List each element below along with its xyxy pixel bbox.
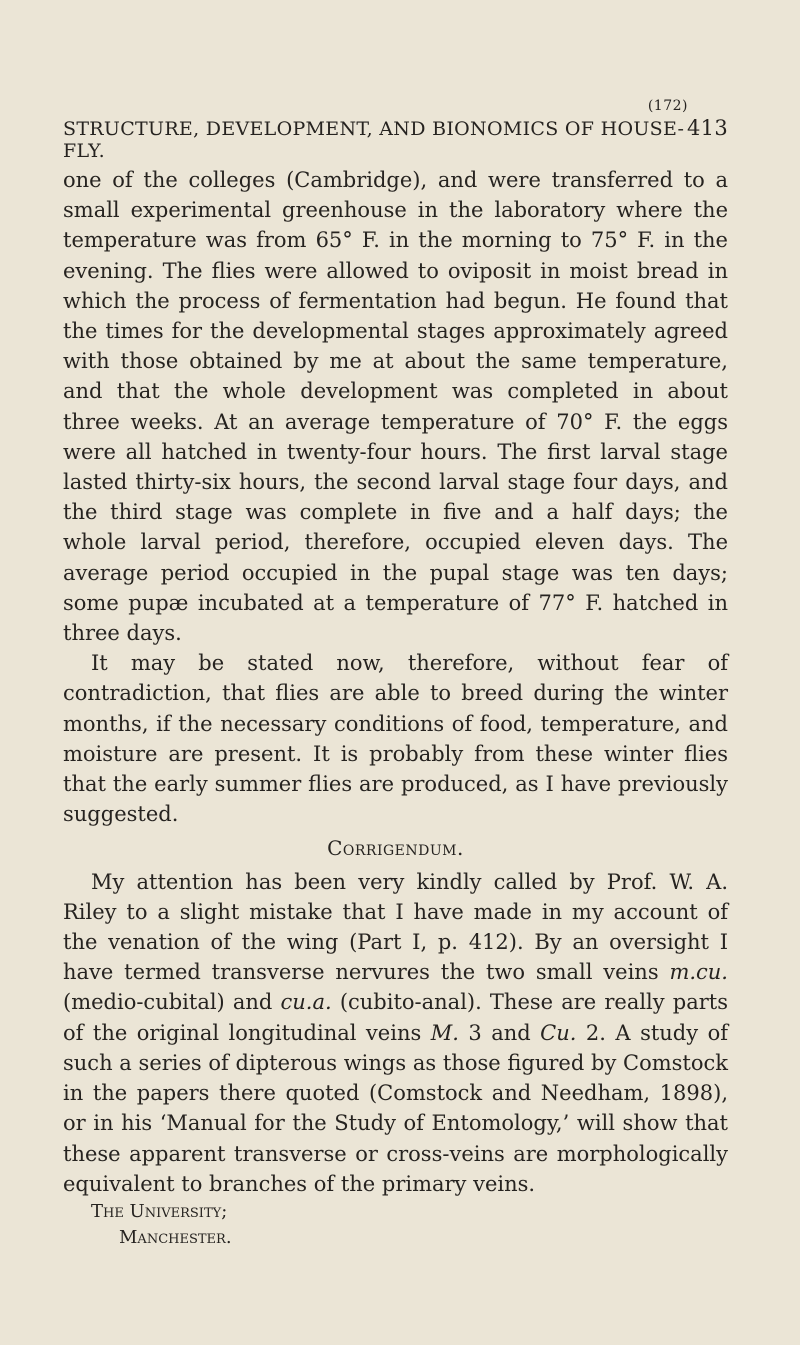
paragraph-winter-breeding: It may be stated now, therefore, without fear of contradiction, that flies are able to breed during the winter months, if the necessary conditions of food, temperature, and moisture are present. It is probably from these winter flies that the early summer flies are produced, as I have previously suggested.	[63, 651, 728, 827]
term-vein-m: M.	[430, 1020, 459, 1045]
running-title: STRUCTURE, DEVELOPMENT, AND BIONOMICS OF HOUSE-FLY.	[63, 118, 685, 162]
paragraph-continuation: one of the colleges (Cambridge), and were transferred to a small experimental greenhouse in the laboratory where the temperature was from 65° F. in the morning to 75° F. in the evening. The flies were allowed to oviposit in moist bread in which the process of fermentation had begun. He found that the times for the developmental stages approximately agreed with those obtained by me at about the same temperature, and that the whole development was completed in about three weeks. At an average temperature of 70° F. the eggs were all hatched in twenty-four hours. The first larval stage lasted thirty-six hours, the second larval stage four days, and the third stage was complete in five and a half days; the whole larval period, therefore, occupied eleven days. The average period occupied in the pupal stage was ten days; some pupæ incubated at a temperature of 77° F. hatched in three days.	[63, 168, 728, 646]
term-vein-cu: Cu.	[540, 1020, 577, 1045]
corrigendum-text-3: (cubito-anal). These are really parts of the original longitudinal veins	[63, 990, 728, 1045]
corrigendum-text-4: 3 and	[458, 1020, 541, 1045]
page-number: 413	[687, 116, 728, 140]
corrigendum-text-2: (medio-cubital) and	[63, 990, 281, 1015]
corrigendum-text-1: My attention has been very kindly called by Prof. W. A. Riley to a slight mistake that I have made in my account of the venation of the wing (Part I, p. 412). By an oversight I have termed transverse nervures the two small veins	[63, 869, 728, 985]
running-head	[63, 116, 728, 162]
signature-line-2: Manchester.	[119, 1226, 232, 1248]
term-cubito-anal: cu.a.	[280, 990, 332, 1015]
term-medio-cubital: m.cu.	[669, 960, 728, 985]
corrigendum-paragraph	[63, 867, 728, 1199]
reference-number: (172)	[647, 98, 688, 114]
signature-line-1: The University;	[91, 1200, 228, 1222]
corrigendum-text-5: 2. A study of such a series of dipterous wings as those figured by Comstock in the papers there quoted (Comstock and Needham, 1898), or in his ‘Manual for the Study of Entomology,’ will show that these apparent transverse or cross-veins are morphologically equivalent to branches of the primary veins.	[63, 1020, 728, 1196]
page-body	[63, 165, 728, 1251]
corrigendum-heading: Corrigendum.	[327, 836, 464, 861]
